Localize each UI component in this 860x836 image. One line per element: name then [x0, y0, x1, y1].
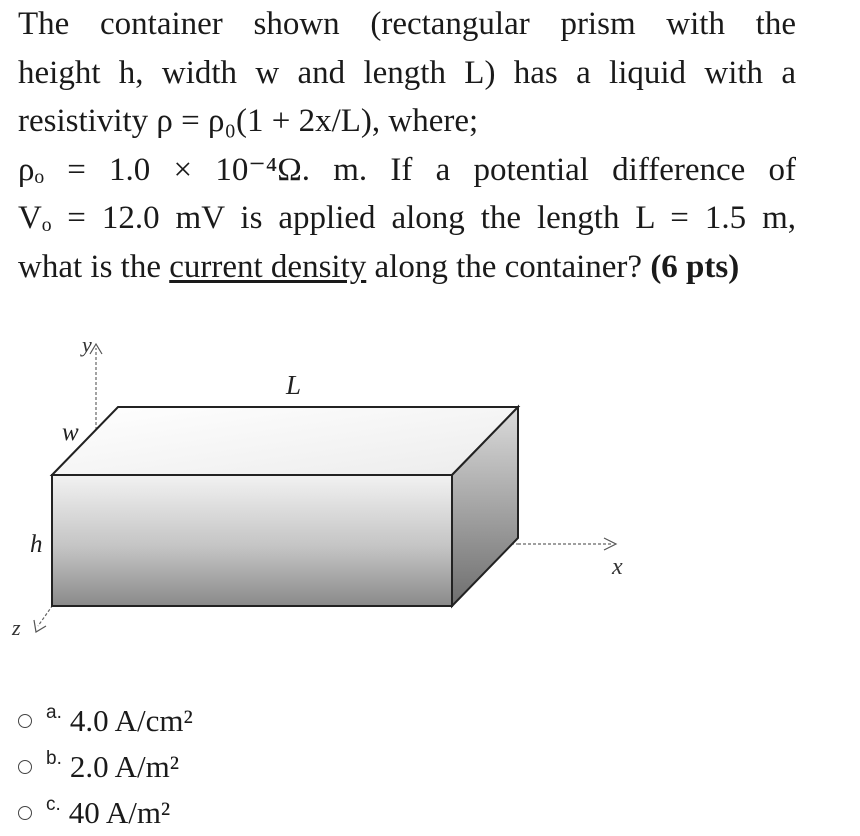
question-line-5: Vₒ = 12.0 mV is applied along the length L = 1.5 m, — [18, 200, 796, 236]
option-b[interactable] — [18, 744, 193, 790]
question-line-6-start: what is the — [18, 248, 170, 285]
option-c[interactable] — [18, 790, 193, 836]
question-line-4: ρₒ = 1.0 × 10⁻⁴Ω. m. If a potential difference of — [18, 151, 796, 188]
prism-top-face — [52, 407, 518, 475]
z-axis-arrow — [34, 620, 46, 632]
y-axis-label: y — [82, 332, 92, 357]
width-label: w — [62, 419, 79, 446]
question-line-6 — [18, 243, 796, 292]
option-a[interactable] — [18, 698, 193, 744]
radio-button-c[interactable] — [18, 806, 32, 820]
option-value-a: 4.0 A/cm² — [69, 703, 193, 738]
prism-front-face — [52, 475, 452, 606]
prism-figure — [0, 320, 860, 650]
question-line-6-end: along the container? — [366, 248, 651, 285]
height-label: h — [30, 531, 43, 558]
question-line-1: The container shown (rectangular prism with the — [18, 6, 796, 42]
z-axis-label: z — [12, 615, 21, 640]
answer-options — [18, 698, 193, 836]
radio-button-a[interactable] — [18, 714, 32, 728]
question-line-2: height h, width w and length L) has a liquid with a — [18, 54, 796, 91]
option-value-c: 40 A/m² — [68, 795, 171, 830]
radio-button-b[interactable] — [18, 760, 32, 774]
option-letter-a: a. — [46, 702, 62, 723]
option-value-b: 2.0 A/m² — [69, 749, 180, 784]
question-text — [18, 0, 796, 291]
points-label: (6 pts) — [650, 248, 740, 285]
underlined-term: current density — [169, 248, 367, 285]
question-line-3: resistivity ρ = ρ₀(1 + 2x/L), where; — [18, 103, 479, 139]
length-label: L — [286, 370, 302, 400]
option-letter-c: c. — [46, 794, 61, 815]
x-axis-label: x — [612, 554, 623, 580]
option-letter-b: b. — [46, 748, 62, 769]
